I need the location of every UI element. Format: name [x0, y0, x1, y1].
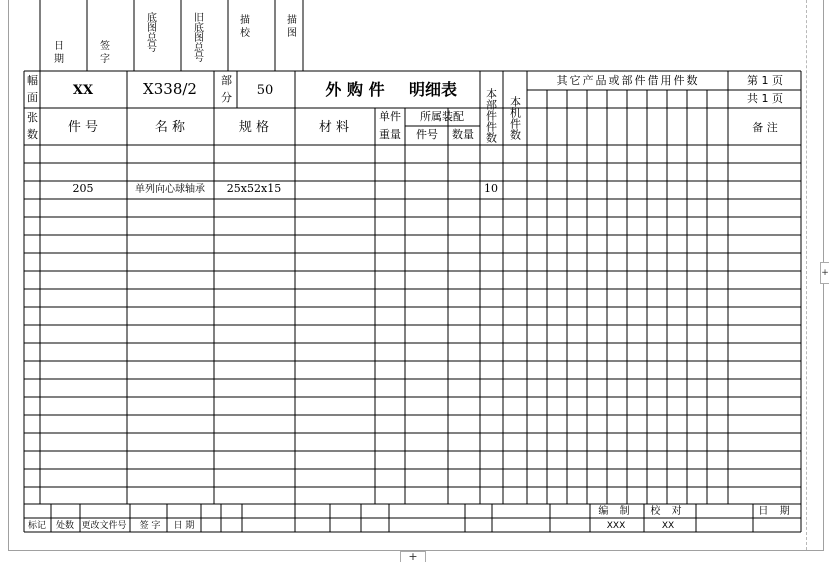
page-total: 共 1 页 — [747, 92, 783, 105]
stamp-sign: 签 字 — [97, 40, 109, 64]
col-unit-weight-bottom: 重量 — [379, 128, 401, 141]
checked-value: XX — [661, 521, 675, 531]
format-label-top: 幅 — [27, 74, 38, 87]
stamp-old-base-drawing-no: 旧底图总号 — [191, 12, 203, 62]
col-assembly-part-no: 件号 — [416, 128, 438, 141]
format-value: XX — [72, 83, 94, 98]
col-this-part-qty: 本部件件数 — [484, 88, 498, 143]
row-part-no: 205 — [72, 182, 94, 195]
stamp-trace: 描 图 — [284, 14, 296, 38]
footer-count: 处数 — [55, 521, 75, 531]
footer-sign: 签 字 — [139, 521, 161, 531]
approval-date-label: 日 期 — [758, 506, 794, 517]
prepared-value: XXX — [606, 521, 626, 531]
title-detail-list: 明细表 — [408, 80, 458, 99]
col-sheets-top: 张 — [27, 111, 38, 124]
page-number: 第 1 页 — [747, 74, 783, 87]
side-expand-handle[interactable]: + — [820, 262, 829, 284]
row-qty: 10 — [484, 182, 498, 195]
prepared-label: 编 制 — [598, 506, 634, 517]
doc-code: X338/2 — [143, 80, 197, 98]
stamp-base-drawing-no: 底图总号 — [144, 12, 156, 52]
title-purchased-parts: 外 购 件 — [325, 80, 385, 99]
add-row-handle[interactable]: + — [400, 551, 426, 562]
stamp-date: 日 期 — [51, 40, 63, 64]
col-assembly-qty: 数量 — [452, 128, 474, 141]
footer-date: 日 期 — [173, 521, 195, 531]
col-spec: 规 格 — [238, 120, 270, 135]
checked-label: 校 对 — [650, 506, 686, 517]
col-name: 名 称 — [154, 120, 186, 135]
row-spec: 25x52x15 — [226, 182, 282, 195]
col-this-machine-qty: 本机件数 — [508, 96, 522, 140]
stamp-trace-check: 描 校 — [237, 14, 249, 38]
col-part-no: 件 号 — [67, 120, 99, 135]
col-unit-weight-top: 单件 — [379, 110, 401, 123]
format-label-bottom: 面 — [27, 91, 38, 104]
part-label-top: 部 — [221, 74, 232, 87]
part-value: 50 — [256, 83, 274, 98]
row-name: 单列向心球轴承 — [135, 184, 205, 195]
col-material: 材 料 — [318, 120, 350, 135]
footer-mark: 标记 — [27, 521, 47, 531]
part-label-bottom: 分 — [221, 91, 232, 104]
col-assembly: 所属装配 — [420, 110, 464, 123]
other-products-header: 其它产品或部件借用件数 — [556, 74, 700, 87]
footer-change-doc: 更改文件号 — [81, 521, 127, 531]
col-sheets-bottom: 数 — [27, 128, 38, 141]
col-remarks: 备 注 — [752, 121, 778, 134]
